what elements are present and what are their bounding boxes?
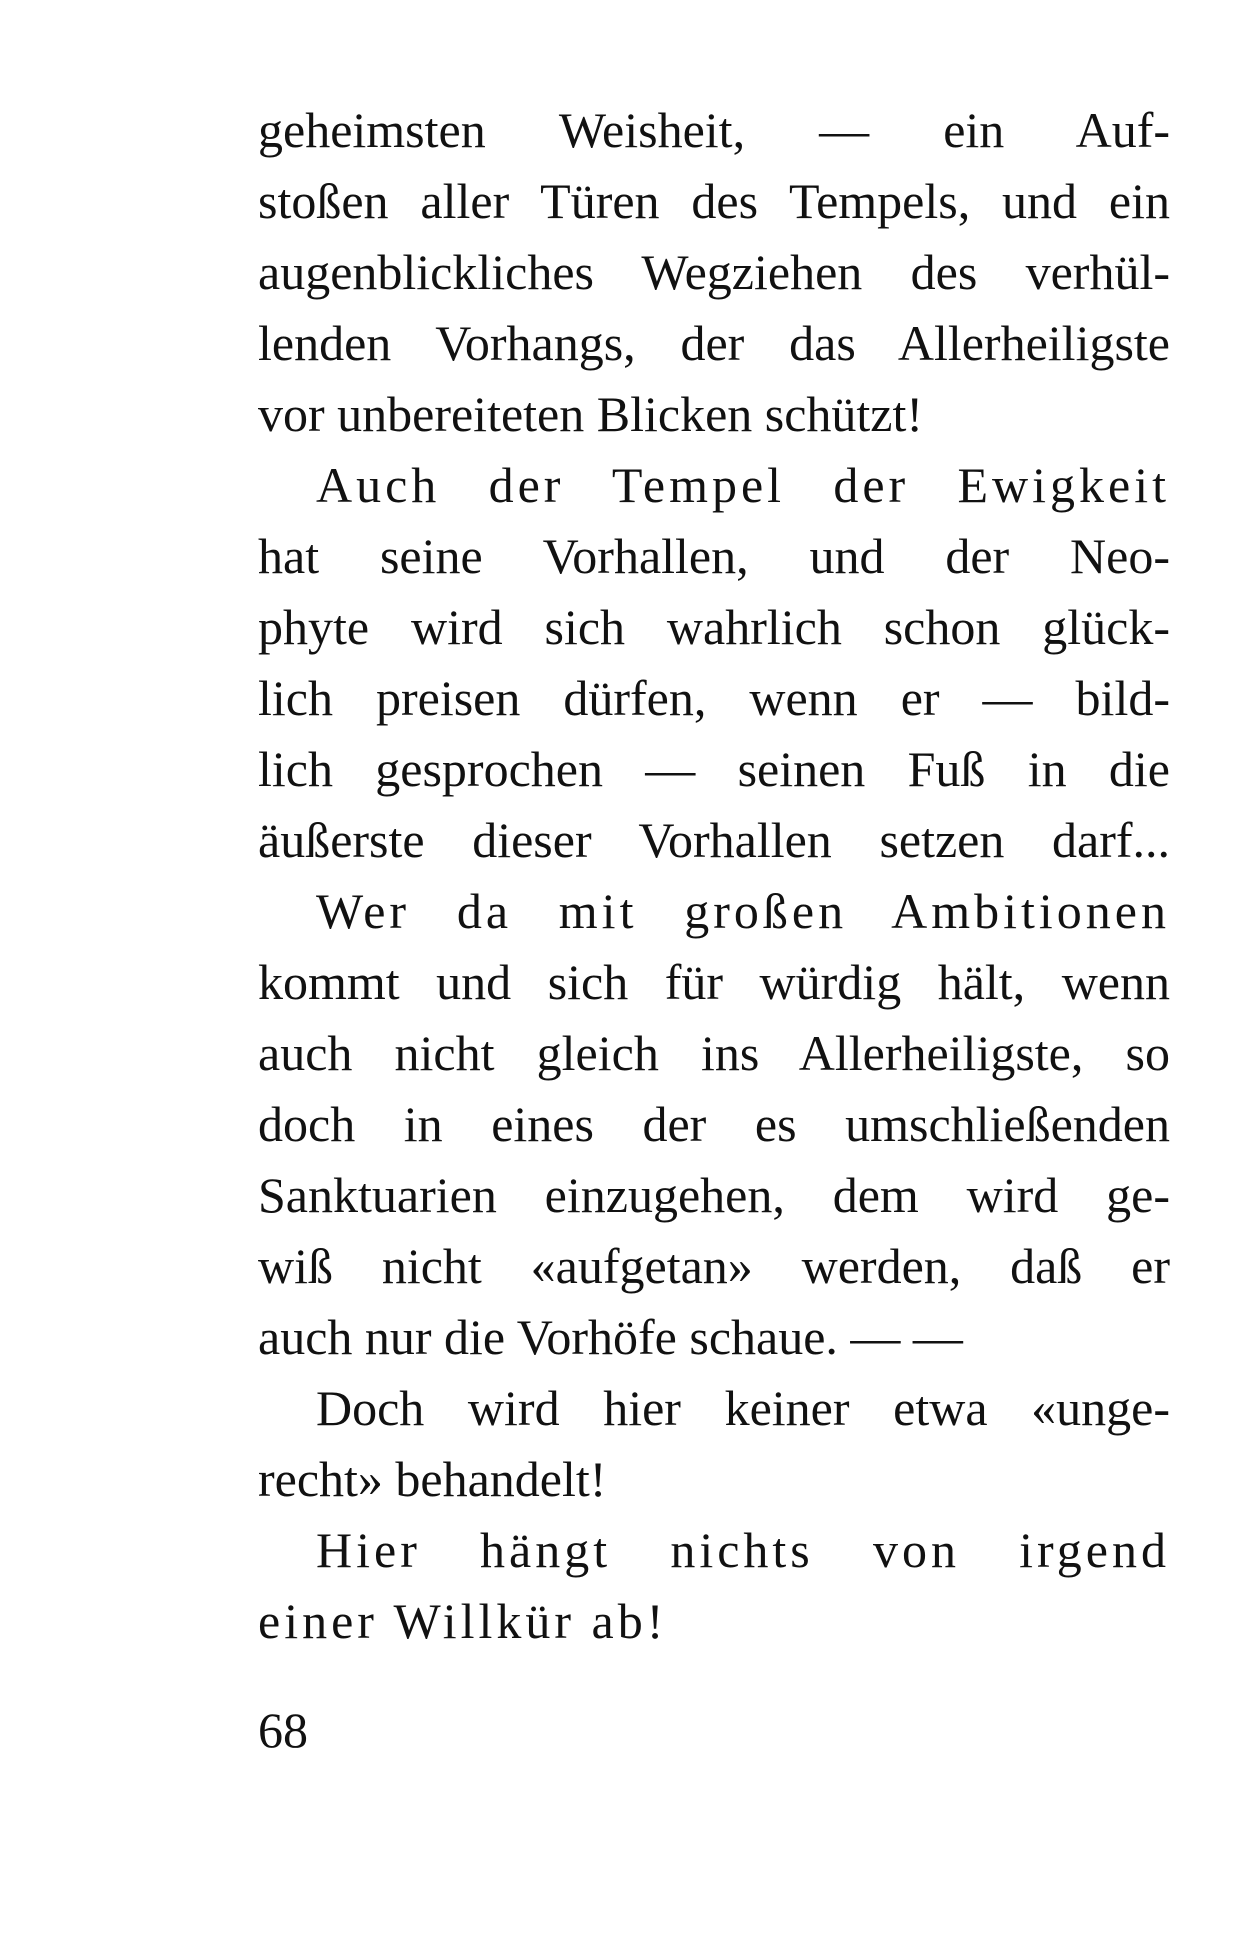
text-line: doch in eines der es umschließenden (258, 1096, 1170, 1152)
text-line: Doch wird hier keiner etwa «unge- (316, 1380, 1170, 1436)
text-line: lich gesprochen — seinen Fuß in die (258, 741, 1170, 797)
text-line: wiß nicht «aufgetan» werden, daß er (258, 1238, 1170, 1294)
text-line: augenblickliches Wegziehen des verhül- (258, 244, 1170, 300)
text-line: recht» behandelt! (258, 1451, 607, 1507)
text-line: auch nur die Vorhöfe schaue. — — (258, 1309, 963, 1365)
text-line: stoßen aller Türen des Tempels, und ein (258, 173, 1170, 229)
text-line: Auch der Tempel der Ewigkeit (316, 457, 1170, 513)
page-number: 68 (258, 1702, 308, 1758)
text-line: Sanktuarien einzugehen, dem wird ge- (258, 1167, 1170, 1223)
text-line: auch nicht gleich ins Allerheiligste, so (258, 1025, 1170, 1081)
text-line: hat seine Vorhallen, und der Neo- (258, 528, 1170, 584)
text-line: kommt und sich für würdig hält, wenn (258, 954, 1170, 1010)
text-line: lenden Vorhangs, der das Allerheiligste (258, 315, 1170, 371)
text-line: geheimsten Weisheit, — ein Auf- (258, 102, 1170, 158)
text-line: phyte wird sich wahrlich schon glück- (258, 599, 1170, 655)
text-line: Wer da mit großen Ambitionen (316, 883, 1170, 939)
text-line: vor unbereiteten Blicken schützt! (258, 386, 924, 442)
text-line: einer Willkür ab! (258, 1593, 668, 1649)
text-line: äußerste dieser Vorhallen setzen darf... (258, 812, 1170, 868)
text-line: lich preisen dürfen, wenn er — bild- (258, 670, 1170, 726)
body-text (258, 95, 1170, 1657)
text-line: Hier hängt nichts von irgend (316, 1522, 1170, 1578)
